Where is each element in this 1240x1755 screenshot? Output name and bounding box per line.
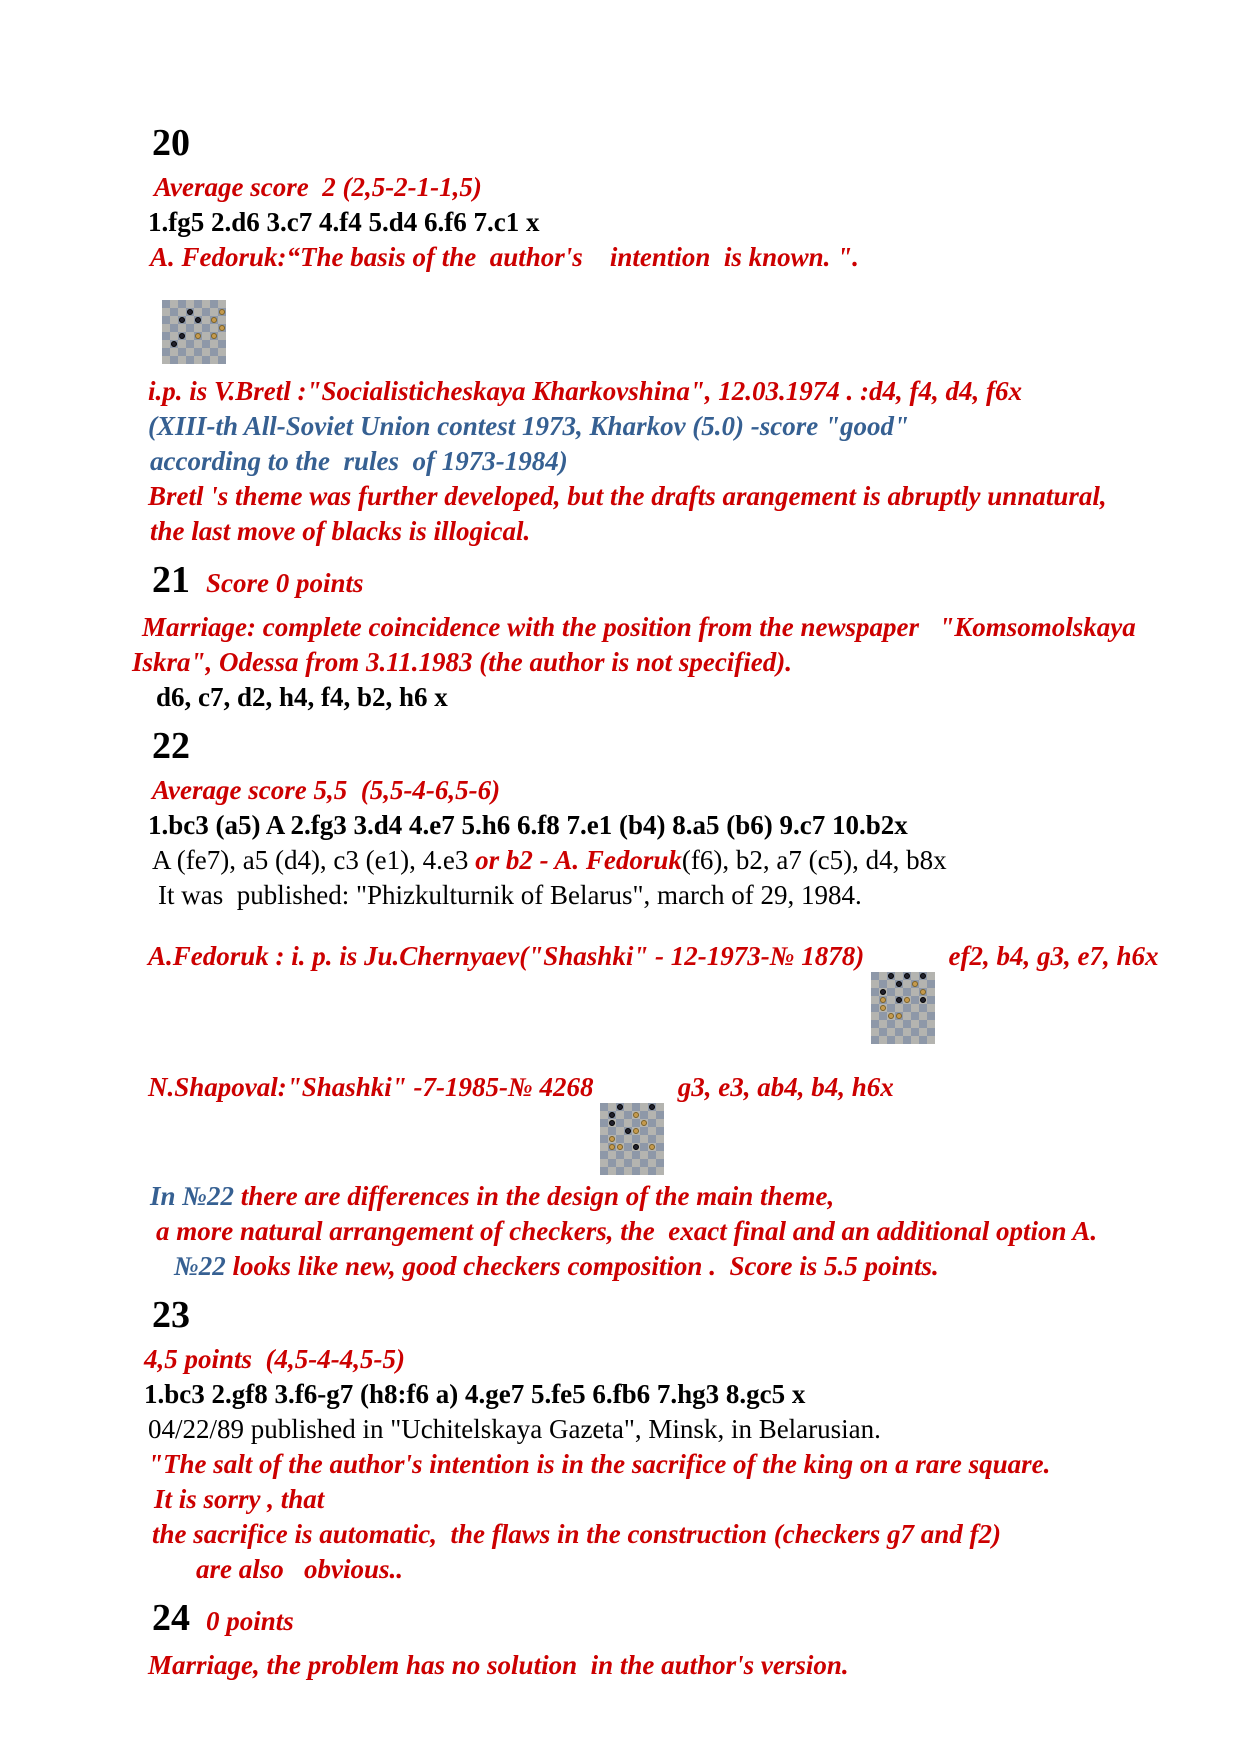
board-square xyxy=(178,324,186,332)
board-square xyxy=(624,1167,632,1175)
text-line xyxy=(148,479,1170,514)
text-segment: according to the rules of 1973-1984) xyxy=(150,446,568,476)
board-square xyxy=(600,1111,608,1119)
board-square xyxy=(186,316,194,324)
board-square xyxy=(608,1127,616,1135)
section-number: 21 xyxy=(152,559,190,601)
board-square xyxy=(927,980,935,988)
text-segment: Average score 5,5 (5,5-4-6,5-6) xyxy=(152,775,501,805)
text-segment: It is sorry , that xyxy=(154,1484,325,1514)
board-square xyxy=(202,348,210,356)
board-square xyxy=(919,980,927,988)
text-segment: Iskra", Odessa from 3.11.1983 (the author is not specified). xyxy=(132,647,793,677)
board-square xyxy=(871,996,879,1004)
text-segment: №22 xyxy=(174,1251,233,1281)
text-line xyxy=(144,1342,1170,1377)
board-square xyxy=(879,980,887,988)
board-square xyxy=(194,308,202,316)
board-square xyxy=(616,1151,624,1159)
black-piece xyxy=(896,997,902,1003)
checkers-board-thumbnail-board2 xyxy=(871,972,935,1044)
gold-piece xyxy=(219,325,225,331)
board-square xyxy=(919,1020,927,1028)
board-square xyxy=(218,356,226,364)
text-segment: a more natural arrangement of checkers, the exact final and an additional option A. xyxy=(156,1216,1098,1246)
board-square xyxy=(871,1036,879,1044)
gold-piece xyxy=(912,981,918,987)
board-square xyxy=(648,1111,656,1119)
text-line xyxy=(174,1249,1170,1284)
board-square xyxy=(186,340,194,348)
text-line xyxy=(154,170,1170,205)
section-number: 23 xyxy=(152,1294,190,1336)
board-square xyxy=(608,1167,616,1175)
text-segment: Bretl 's theme was further developed, but the drafts arangement is abruptly unnatural, xyxy=(148,481,1107,511)
board-square xyxy=(871,1012,879,1020)
section-number: 24 xyxy=(152,1597,190,1639)
board-square xyxy=(162,332,170,340)
gold-piece xyxy=(211,333,217,339)
board-square xyxy=(608,1103,616,1111)
board-square xyxy=(608,1151,616,1159)
board-square xyxy=(616,1119,624,1127)
board-square xyxy=(600,1103,608,1111)
board-square xyxy=(895,1036,903,1044)
board-square xyxy=(600,1127,608,1135)
gold-piece xyxy=(211,317,217,323)
text-line xyxy=(148,409,1170,444)
text-line xyxy=(150,240,1170,275)
text-segment: 1.bc3 2.gf8 3.f6-g7 (h8:f6 a) 4.ge7 5.fe5 6.fb6 7.hg3 8.gc5 x xyxy=(144,1379,806,1409)
board-square xyxy=(616,1135,624,1143)
text-line xyxy=(132,645,1170,680)
board-square xyxy=(616,1127,624,1135)
text-line xyxy=(156,1214,1170,1249)
board-square xyxy=(186,356,194,364)
black-piece xyxy=(896,981,902,987)
black-piece xyxy=(179,333,185,339)
board-square xyxy=(927,1036,935,1044)
text-line xyxy=(156,680,1170,715)
board-square xyxy=(194,340,202,348)
board-square xyxy=(887,1004,895,1012)
board-square xyxy=(927,988,935,996)
board-square xyxy=(887,1036,895,1044)
document-body xyxy=(132,120,1170,1683)
board-square xyxy=(648,1167,656,1175)
black-piece xyxy=(179,317,185,323)
board-square xyxy=(218,340,226,348)
board-square xyxy=(919,1012,927,1020)
board-square xyxy=(927,972,935,980)
text-segment: A. Fedoruk:“The basis of the author's intention is known. ". xyxy=(150,242,859,272)
section-score-label: 0 points xyxy=(206,1606,294,1636)
black-piece xyxy=(920,973,926,979)
board-square xyxy=(871,972,879,980)
board-square xyxy=(632,1159,640,1167)
board-square xyxy=(919,1036,927,1044)
board-square xyxy=(170,332,178,340)
board-square xyxy=(887,988,895,996)
board-square xyxy=(170,316,178,324)
board-square xyxy=(600,1167,608,1175)
text-line xyxy=(150,444,1170,479)
board-square xyxy=(895,972,903,980)
text-line xyxy=(148,205,1170,240)
section-heading xyxy=(152,723,1170,769)
board-square xyxy=(624,1135,632,1143)
board-square xyxy=(648,1135,656,1143)
board-square xyxy=(178,308,186,316)
black-piece xyxy=(880,989,886,995)
board-square xyxy=(887,1028,895,1036)
text-line xyxy=(142,610,1170,645)
board-square xyxy=(162,340,170,348)
board-square xyxy=(903,1028,911,1036)
board-square xyxy=(887,996,895,1004)
board-square xyxy=(170,308,178,316)
board-square xyxy=(600,1119,608,1127)
board-square xyxy=(210,300,218,308)
text-segment: or b2 - A. Fedoruk xyxy=(475,845,682,875)
board-square xyxy=(616,1167,624,1175)
board-square xyxy=(210,356,218,364)
board-square xyxy=(162,316,170,324)
board-square xyxy=(927,1020,935,1028)
text-segment: 1.fg5 2.d6 3.c7 4.f4 5.d4 6.f6 7.c1 x xyxy=(148,207,540,237)
board-square xyxy=(895,988,903,996)
text-line xyxy=(148,1412,1170,1447)
board-square xyxy=(911,1036,919,1044)
section-heading xyxy=(152,1292,1170,1338)
board-square xyxy=(640,1103,648,1111)
text-segment: ef2, b4, g3, e7, h6x xyxy=(934,941,1159,971)
board-square xyxy=(895,1020,903,1028)
text-line xyxy=(148,1447,1170,1482)
board-square xyxy=(879,1020,887,1028)
section-number: 20 xyxy=(152,122,190,164)
board-square xyxy=(640,1135,648,1143)
checkers-board-thumbnail-board3 xyxy=(600,1103,664,1175)
text-line xyxy=(154,1482,1170,1517)
section-heading xyxy=(152,1595,1170,1644)
text-segment: Marriage, the problem has no solution in the author's version. xyxy=(148,1650,849,1680)
board-square xyxy=(170,324,178,332)
board-square xyxy=(170,356,178,364)
board-square xyxy=(624,1103,632,1111)
board-square xyxy=(656,1103,664,1111)
board-square xyxy=(600,1135,608,1143)
text-segment: i.p. is V.Bretl :"Socialisticheskaya Kharkovshina", 12.03.1974 . :d4, f4, d4, f6x xyxy=(148,376,1023,406)
board-square xyxy=(632,1151,640,1159)
board-square xyxy=(202,356,210,364)
text-line xyxy=(148,1070,1170,1175)
board-square xyxy=(903,1020,911,1028)
board-square xyxy=(202,300,210,308)
text-segment: are also obvious.. xyxy=(196,1554,404,1584)
board-square xyxy=(648,1159,656,1167)
board-square xyxy=(911,972,919,980)
board-square xyxy=(640,1151,648,1159)
board-square xyxy=(202,324,210,332)
text-segment: Marriage: complete coincidence with the position from the newspaper "Komsomolskaya xyxy=(142,612,1136,642)
gold-piece xyxy=(904,997,910,1003)
board-square xyxy=(656,1135,664,1143)
text-line xyxy=(152,773,1170,808)
gold-piece xyxy=(896,1013,902,1019)
board-square xyxy=(911,1028,919,1036)
text-segment: g3, e3, ab4, b4, h6x xyxy=(664,1072,894,1102)
board-square xyxy=(162,348,170,356)
text-line xyxy=(196,1552,1170,1587)
board-square xyxy=(656,1111,664,1119)
section-heading xyxy=(152,120,1170,166)
board-square xyxy=(879,1036,887,1044)
text-segment: "The salt of the author's intention is in the sacrifice of the king on a rare square. xyxy=(148,1449,1051,1479)
board-square xyxy=(648,1151,656,1159)
text-line xyxy=(150,1179,1170,1214)
board-square xyxy=(903,1036,911,1044)
board-square xyxy=(648,1119,656,1127)
board-square xyxy=(186,348,194,356)
board-square xyxy=(640,1167,648,1175)
board-square xyxy=(162,308,170,316)
board-square xyxy=(656,1151,664,1159)
board-square xyxy=(632,1167,640,1175)
checkers-board-thumbnail-board1 xyxy=(162,300,226,364)
board-square xyxy=(640,1159,648,1167)
board-square xyxy=(202,340,210,348)
board-square xyxy=(903,988,911,996)
board-square xyxy=(194,300,202,308)
board-square xyxy=(632,1103,640,1111)
board-square xyxy=(911,1004,919,1012)
board-square xyxy=(178,356,186,364)
board-square xyxy=(162,300,170,308)
board-square xyxy=(210,340,218,348)
board-square xyxy=(218,316,226,324)
board-square xyxy=(640,1143,648,1151)
board-square xyxy=(919,1004,927,1012)
board-square xyxy=(903,980,911,988)
board-square xyxy=(600,1159,608,1167)
board-square xyxy=(600,1143,608,1151)
board-square xyxy=(656,1119,664,1127)
board-square xyxy=(648,1127,656,1135)
board-square xyxy=(162,324,170,332)
board-square xyxy=(600,1151,608,1159)
board-square xyxy=(895,1028,903,1036)
text-segment: 1.bc3 (a5) A 2.fg3 3.d4 4.e7 5.h6 6.f8 7.e1 (b4) 8.a5 (b6) 9.c7 10.b2x xyxy=(148,810,908,840)
board-square xyxy=(887,1020,895,1028)
board-square xyxy=(656,1127,664,1135)
text-line xyxy=(144,1377,1170,1412)
board-square xyxy=(210,308,218,316)
board-square xyxy=(879,972,887,980)
board-square xyxy=(911,988,919,996)
board-square xyxy=(871,980,879,988)
board-square xyxy=(911,1012,919,1020)
text-segment: (f6), b2, a7 (c5), d4, b8x xyxy=(681,845,947,875)
gold-piece xyxy=(880,997,886,1003)
board-square xyxy=(895,1004,903,1012)
board-square xyxy=(624,1143,632,1151)
text-segment: d6, c7, d2, h4, f4, b2, h6 x xyxy=(156,682,448,712)
board-square xyxy=(186,332,194,340)
gold-piece xyxy=(195,333,201,339)
board-square xyxy=(640,1111,648,1119)
board-square xyxy=(871,1028,879,1036)
board-square xyxy=(624,1159,632,1167)
board-square xyxy=(202,332,210,340)
board-square xyxy=(871,988,879,996)
board-square xyxy=(887,980,895,988)
text-line xyxy=(150,514,1170,549)
black-piece xyxy=(171,341,177,347)
board-square xyxy=(194,356,202,364)
board-square xyxy=(186,300,194,308)
black-piece xyxy=(195,317,201,323)
board-square xyxy=(178,340,186,348)
board-square xyxy=(218,348,226,356)
black-piece xyxy=(920,997,926,1003)
text-segment: the last move of blacks is illogical. xyxy=(150,516,531,546)
board-square xyxy=(202,308,210,316)
text-segment: the sacrifice is automatic, the flaws in the construction (checkers g7 and f2) xyxy=(152,1519,1001,1549)
text-line xyxy=(148,1648,1170,1683)
board-square xyxy=(194,324,202,332)
board-square xyxy=(624,1119,632,1127)
board-square xyxy=(210,348,218,356)
board-square xyxy=(218,300,226,308)
board-square xyxy=(178,300,186,308)
board-square xyxy=(640,1127,648,1135)
board-square xyxy=(879,1012,887,1020)
gold-piece xyxy=(880,1005,886,1011)
text-line xyxy=(152,843,1170,878)
board-square xyxy=(632,1119,640,1127)
text-segment: In №22 xyxy=(150,1181,241,1211)
board-square xyxy=(218,332,226,340)
board-square xyxy=(624,1151,632,1159)
board-square xyxy=(202,316,210,324)
board-square xyxy=(608,1159,616,1167)
board-square xyxy=(911,996,919,1004)
board-square xyxy=(927,1028,935,1036)
text-line xyxy=(152,1517,1170,1552)
text-segment: 4,5 points (4,5-4-4,5-5) xyxy=(144,1344,405,1374)
text-segment: A.Fedoruk : i. p. is Ju.Chernyaev("Shashki" - 12-1973-№ 1878) xyxy=(148,941,871,971)
board-square xyxy=(879,1028,887,1036)
board-square xyxy=(919,1028,927,1036)
gold-piece xyxy=(888,1013,894,1019)
text-line xyxy=(158,878,1170,913)
board-square xyxy=(927,1004,935,1012)
board-square xyxy=(656,1167,664,1175)
section-score-label: Score 0 points xyxy=(206,568,364,598)
text-line xyxy=(148,808,1170,843)
section-heading xyxy=(152,557,1170,606)
board-square xyxy=(178,348,186,356)
text-segment: A (fe7), a5 (d4), c3 (e1), 4.e3 xyxy=(152,845,476,875)
text-segment: there are differences in the design of the main theme, xyxy=(240,1181,835,1211)
text-segment: looks like new, good checkers composition . Score is 5.5 points. xyxy=(232,1251,939,1281)
board-square xyxy=(871,1004,879,1012)
board-square xyxy=(927,1012,935,1020)
black-piece xyxy=(904,973,910,979)
board-square xyxy=(903,1004,911,1012)
black-piece xyxy=(187,309,193,315)
board-square xyxy=(656,1143,664,1151)
gold-piece xyxy=(920,989,926,995)
board-square xyxy=(911,1020,919,1028)
board-square xyxy=(170,348,178,356)
board-square xyxy=(210,324,218,332)
board-square xyxy=(927,996,935,1004)
board-square xyxy=(162,356,170,364)
text-line xyxy=(148,374,1170,409)
board-square xyxy=(903,1012,911,1020)
text-segment: It was published: "Phizkulturnik of Belarus", march of 29, 1984. xyxy=(158,880,862,910)
board-square xyxy=(616,1159,624,1167)
board-square xyxy=(186,324,194,332)
gold-piece xyxy=(219,309,225,315)
text-segment: 04/22/89 published in "Uchitelskaya Gazeta", Minsk, in Belarusian. xyxy=(148,1414,881,1444)
board-square xyxy=(656,1159,664,1167)
board-figure xyxy=(162,289,1170,364)
board-square xyxy=(616,1111,624,1119)
black-piece xyxy=(888,973,894,979)
text-segment: (XIII-th All-Soviet Union contest 1973, Kharkov (5.0) -score "good" xyxy=(148,411,909,441)
board-square xyxy=(632,1135,640,1143)
text-line xyxy=(148,939,1170,1044)
board-square xyxy=(871,1020,879,1028)
text-segment: N.Shapoval:"Shashki" -7-1985-№ 4268 xyxy=(148,1072,601,1102)
text-segment: Average score 2 (2,5-2-1-1,5) xyxy=(154,172,482,202)
board-square xyxy=(170,300,178,308)
section-number: 22 xyxy=(152,725,190,767)
board-square xyxy=(624,1111,632,1119)
board-square xyxy=(194,348,202,356)
